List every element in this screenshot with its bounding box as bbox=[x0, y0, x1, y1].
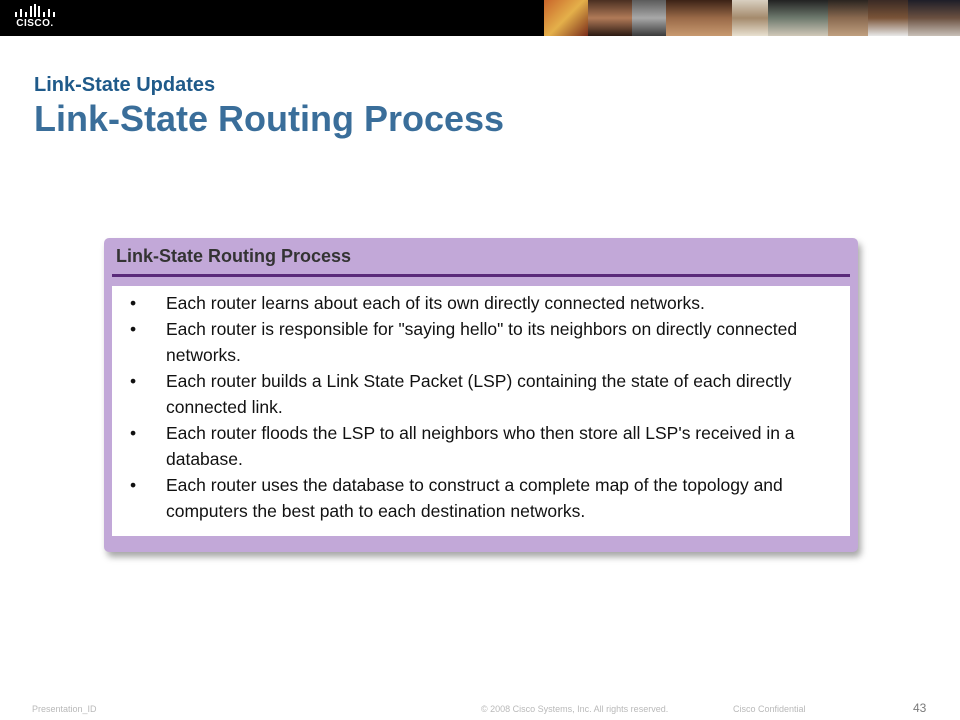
bullet-icon: • bbox=[130, 293, 137, 313]
list-item-text: Each router learns about each of its own directly connected networks. bbox=[166, 293, 705, 313]
banner-photo bbox=[828, 0, 868, 36]
banner-photo bbox=[544, 0, 588, 36]
cisco-logo bbox=[12, 4, 58, 32]
banner-photo bbox=[768, 0, 828, 36]
list-item bbox=[130, 420, 836, 472]
panel-title: Link-State Routing Process bbox=[116, 246, 352, 266]
list-item bbox=[130, 290, 836, 316]
slide-subtitle: Link-State Updates bbox=[34, 74, 216, 96]
process-panel bbox=[104, 238, 858, 552]
list-item-text: Each router uses the database to construct a complete map of the topology and computers the best path to each destination networks. bbox=[166, 475, 783, 521]
footer-copyright: © 2008 Cisco Systems, Inc. All rights reserved. bbox=[481, 704, 669, 714]
slide-title: Link-State Routing Process bbox=[34, 98, 505, 139]
page-number: 43 bbox=[913, 701, 927, 715]
list-item-text: Each router is responsible for "saying hello" to its neighbors on directly connected networks. bbox=[166, 319, 798, 365]
banner-photo bbox=[588, 0, 632, 36]
top-banner bbox=[0, 0, 960, 36]
bullet-icon: • bbox=[130, 475, 137, 495]
bullet-icon: • bbox=[130, 371, 137, 391]
banner-photo bbox=[632, 0, 666, 36]
footer-presentation-id: Presentation_ID bbox=[32, 704, 97, 714]
cisco-wordmark: CISCO. bbox=[16, 18, 54, 29]
list-item bbox=[130, 368, 836, 420]
bullet-icon: • bbox=[130, 423, 137, 443]
bullet-icon: • bbox=[130, 319, 137, 339]
banner-photo bbox=[666, 0, 732, 36]
cisco-bars-icon bbox=[14, 4, 56, 18]
bullet-list bbox=[112, 286, 850, 524]
banner-photo-strip bbox=[544, 0, 960, 36]
panel-divider bbox=[112, 274, 850, 277]
list-item bbox=[130, 472, 836, 524]
banner-photo bbox=[732, 0, 768, 36]
list-item bbox=[130, 316, 836, 368]
list-item-text: Each router floods the LSP to all neighbors who then store all LSP's received in a database. bbox=[166, 423, 795, 469]
panel-body bbox=[112, 286, 850, 536]
list-item-text: Each router builds a Link State Packet (LSP) containing the state of each directly connected link. bbox=[166, 371, 792, 417]
footer-confidential: Cisco Confidential bbox=[733, 704, 806, 714]
banner-photo bbox=[908, 0, 960, 36]
banner-photo bbox=[868, 0, 908, 36]
